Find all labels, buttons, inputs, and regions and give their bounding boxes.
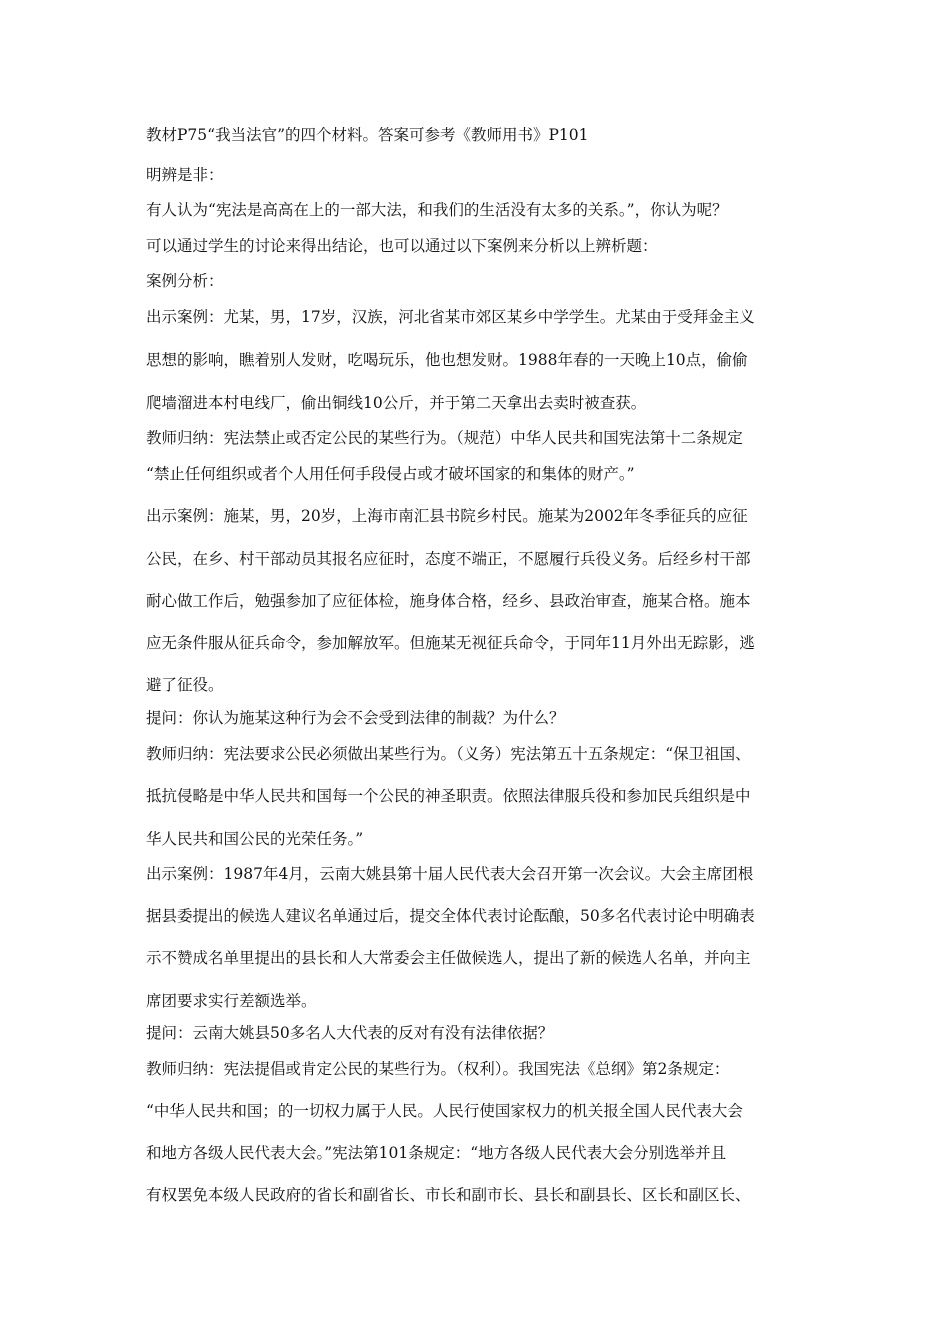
text-line: 提问：你认为施某这种行为会不会受到法律的制裁？为什么？ [146,709,565,727]
text-line: 席团要求实行差额选举。 [146,992,317,1010]
text-line: 耐心做工作后，勉强参加了应征体检，施身体合格，经乡、县政治审查，施某合格。施本 [146,592,751,610]
text-line: 和地方各级人民代表大会。”宪法第101条规定：“地方各级人民代表大会分别选举并且 [146,1144,727,1162]
text-line: 教师归纳：宪法提倡或肯定公民的某些行为。（权利）。我国宪法《总纲》第2条规定： [146,1060,730,1078]
text-line: “中华人民共和国；的一切权力属于人民。人民行使国家权力的机关报全国人民代表大会 [146,1102,743,1120]
text-line: 提问：云南大姚县50多名人大代表的反对有没有法律依据？ [146,1024,554,1042]
text-line: 教师归纳：宪法要求公民必须做出某些行为。（义务）宪法第五十五条规定：“保卫祖国、 [146,745,751,763]
text-line: 明辨是非： [146,166,224,184]
text-line: 示不赞成名单里提出的县长和人大常委会主任做候选人，提出了新的候选人名单，并向主 [146,949,751,967]
text-line: 公民，在乡、村干部动员其报名应征时，态度不端正，不愿履行兵役义务。后经乡村干部 [146,550,751,568]
text-line: 出示案例：尤某，男，17岁，汉族，河北省某市郊区某乡中学学生。尤某由于受拜金主义 [146,308,755,326]
text-line: 有权罢免本级人民政府的省长和副省长、市长和副市长、县长和副县长、区长和副区长、 [146,1186,751,1204]
text-line: 思想的影响，瞧着别人发财，吃喝玩乐，他也想发财。1988年春的一天晚上10点，偷偷 [146,351,748,369]
text-line: 教材P75“我当法官”的四个材料。答案可参考《教师用书》P101 [146,126,589,144]
text-line: 抵抗侵略是中华人民共和国每一个公民的神圣职责。依照法律服兵役和参加民兵组织是中 [146,787,751,805]
text-line: 华人民共和国公民的光荣任务。” [146,830,364,848]
text-line: “禁止任何组织或者个人用任何手段侵占或才破坏国家的和集体的财产。” [146,465,635,483]
text-line: 爬墙溜进本村电线厂，偷出铜线10公斤，并于第二天拿出去卖时被查获。 [146,394,647,412]
text-line: 应无条件服从征兵命令，参加解放军。但施某无视征兵命令，于同年11月外出无踪影，逃 [146,634,755,652]
text-line: 避了征役。 [146,676,224,694]
text-line: 教师归纳：宪法禁止或否定公民的某些行为。（规范）中华人民共和国宪法第十二条规定 [146,429,743,447]
text-line: 据县委提出的候选人建议名单通过后，提交全体代表讨论酝酿，50多名代表讨论中明确表 [146,907,755,925]
text-line: 出示案例：1987年4月，云南大姚县第十届人民代表大会召开第一次会议。大会主席团根 [146,865,754,883]
text-line: 可以通过学生的讨论来得出结论，也可以通过以下案例来分析以上辨析题： [146,237,658,255]
text-line: 出示案例：施某，男，20岁，上海市南汇县书院乡村民。施某为2002年冬季征兵的应征 [146,507,748,525]
text-line: 有人认为“宪法是高高在上的一部大法，和我们的生活没有太多的关系。”，你认为呢？ [146,201,728,219]
text-line: 案例分析： [146,272,224,290]
